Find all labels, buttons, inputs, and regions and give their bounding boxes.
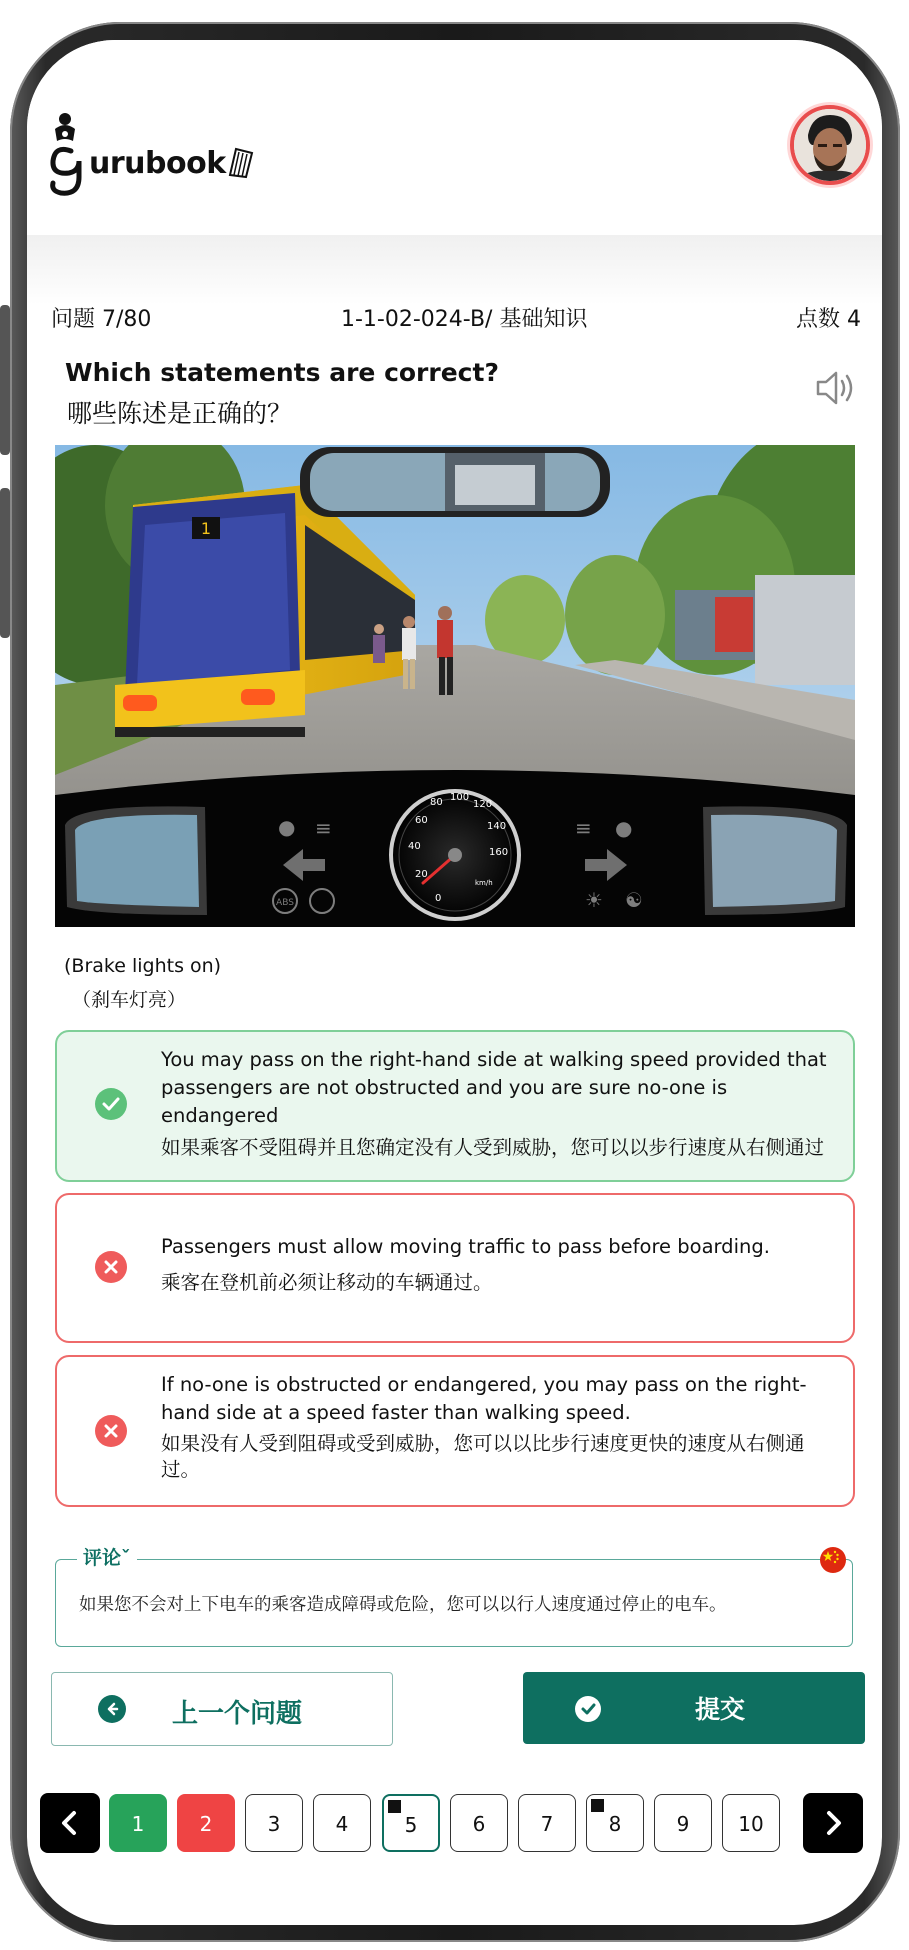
brand-logo[interactable]: [49, 105, 256, 195]
bookmark-flag-icon: [388, 1800, 401, 1813]
speedometer-tick-label: 160: [489, 847, 509, 858]
pagination-next-button[interactable]: [803, 1793, 863, 1853]
comment-label[interactable]: 评论ˇ: [77, 1543, 137, 1570]
headlight-icon: ≡: [315, 816, 332, 840]
speedometer-tick-label: 60: [415, 815, 428, 826]
wrong-cross-icon: [95, 1415, 127, 1447]
speedometer-tick-label: 0: [435, 893, 442, 904]
china-flag-icon[interactable]: [820, 1547, 846, 1573]
abs-warning-icon: ABS: [276, 898, 294, 908]
check-icon: [575, 1696, 601, 1722]
brand-name: urubook: [89, 146, 226, 181]
tram-scene-illustration: [55, 445, 855, 927]
page-button-7[interactable]: 7: [518, 1794, 576, 1852]
question-meta-row: [51, 302, 861, 342]
question-counter: 问题 7/80: [51, 307, 152, 332]
app-screen: [27, 40, 882, 1925]
page-button-5[interactable]: [382, 1794, 440, 1852]
user-avatar[interactable]: [790, 105, 870, 185]
hazard-icon: ☀: [585, 888, 603, 912]
answer-text-en: If no-one is obstructed or endangered, you may pass on the right-hand side at a speed faster than walking speed.: [161, 1373, 807, 1424]
low-beam-icon: ≡: [575, 816, 592, 840]
phone-volume-up-button: [0, 305, 10, 455]
bookmark-flag-icon: [591, 1799, 604, 1812]
phone-volume-down-button: [0, 488, 10, 638]
speaker-icon[interactable]: [814, 368, 858, 408]
arrow-left-icon: [98, 1695, 126, 1723]
page-number: 5: [404, 1813, 418, 1837]
app-header: [27, 40, 882, 235]
answer-text-zh: 如果没有人受到阻碍或受到威胁，您可以以比步行速度更快的速度从右侧通过。: [161, 1432, 805, 1481]
answer-option-2[interactable]: [55, 1193, 855, 1343]
page-button-8[interactable]: [586, 1794, 644, 1852]
chevron-right-icon: [803, 1793, 863, 1853]
traction-control-icon: ☯: [625, 888, 643, 912]
tram-number: 1: [200, 519, 212, 538]
seatbelt-icon: ●: [615, 816, 633, 840]
answer-text-en: You may pass on the right-hand side at walking speed provided that passengers are not obstructed and you are sure no-one is endangered: [161, 1048, 827, 1127]
answer-option-1[interactable]: [55, 1030, 855, 1182]
speedometer-tick-label: 80: [430, 797, 443, 808]
speedometer-tick-label: 140: [487, 821, 507, 832]
book-icon: [228, 145, 256, 179]
pagination: [27, 1793, 882, 1853]
page-button-9[interactable]: 9: [654, 1794, 712, 1852]
speedometer-tick-label: 20: [415, 869, 428, 880]
chevron-left-icon: [40, 1793, 100, 1853]
airbag-warning-icon: ●: [278, 815, 296, 839]
guru-logo-icon: [49, 107, 93, 195]
answer-text: [161, 1233, 833, 1297]
comment-text: 如果您不会对上下电车的乘客造成障碍或危险，您可以以行人速度通过停止的电车。: [79, 1595, 727, 1615]
question-title-en: Which statements are correct?: [65, 358, 499, 387]
page-button-1[interactable]: 1: [109, 1794, 167, 1852]
page-button-6[interactable]: 6: [450, 1794, 508, 1852]
answer-text: [161, 1371, 833, 1483]
hint-text-en: (Brake lights on): [64, 955, 222, 977]
page-number: 8: [608, 1812, 622, 1836]
answer-text-en: Passengers must allow moving traffic to pass before boarding.: [161, 1235, 770, 1258]
answer-text-zh: 乘客在登机前必须让移动的车辆通过。: [161, 1271, 493, 1294]
answer-text: [161, 1046, 833, 1162]
previous-question-label: 上一个问题: [172, 1699, 303, 1729]
speedometer-tick-label: 100: [450, 792, 470, 803]
speedometer-tick-label: 40: [408, 841, 421, 852]
page-button-4[interactable]: 4: [313, 1794, 371, 1852]
submit-button[interactable]: [523, 1672, 865, 1744]
page-button-2[interactable]: 2: [177, 1794, 235, 1852]
page-button-3[interactable]: 3: [245, 1794, 303, 1852]
answer-option-3[interactable]: [55, 1355, 855, 1507]
speedometer-unit: km/h: [475, 879, 493, 887]
header-divider: [27, 235, 882, 305]
pagination-prev-button[interactable]: [40, 1793, 100, 1853]
hint-text-zh: （刹车灯亮）: [72, 989, 187, 1011]
page-button-10[interactable]: 10: [722, 1794, 780, 1852]
question-code: 1-1-02-024-B/ 基础知识: [341, 307, 588, 332]
points-value: 点数 4: [796, 307, 861, 332]
previous-question-button[interactable]: [51, 1672, 393, 1746]
wrong-cross-icon: [95, 1251, 127, 1283]
question-title-zh: 哪些陈述是正确的？: [67, 399, 293, 428]
speedometer-gauge: [391, 791, 519, 919]
correct-check-icon: [95, 1088, 127, 1120]
answer-text-zh: 如果乘客不受阻碍并且您确定没有人受到威胁，您可以以步行速度从右侧通过: [161, 1136, 825, 1159]
submit-label: 提交: [695, 1695, 746, 1724]
question-scene-image: [55, 445, 855, 927]
speedometer-tick-label: 120: [473, 799, 493, 810]
